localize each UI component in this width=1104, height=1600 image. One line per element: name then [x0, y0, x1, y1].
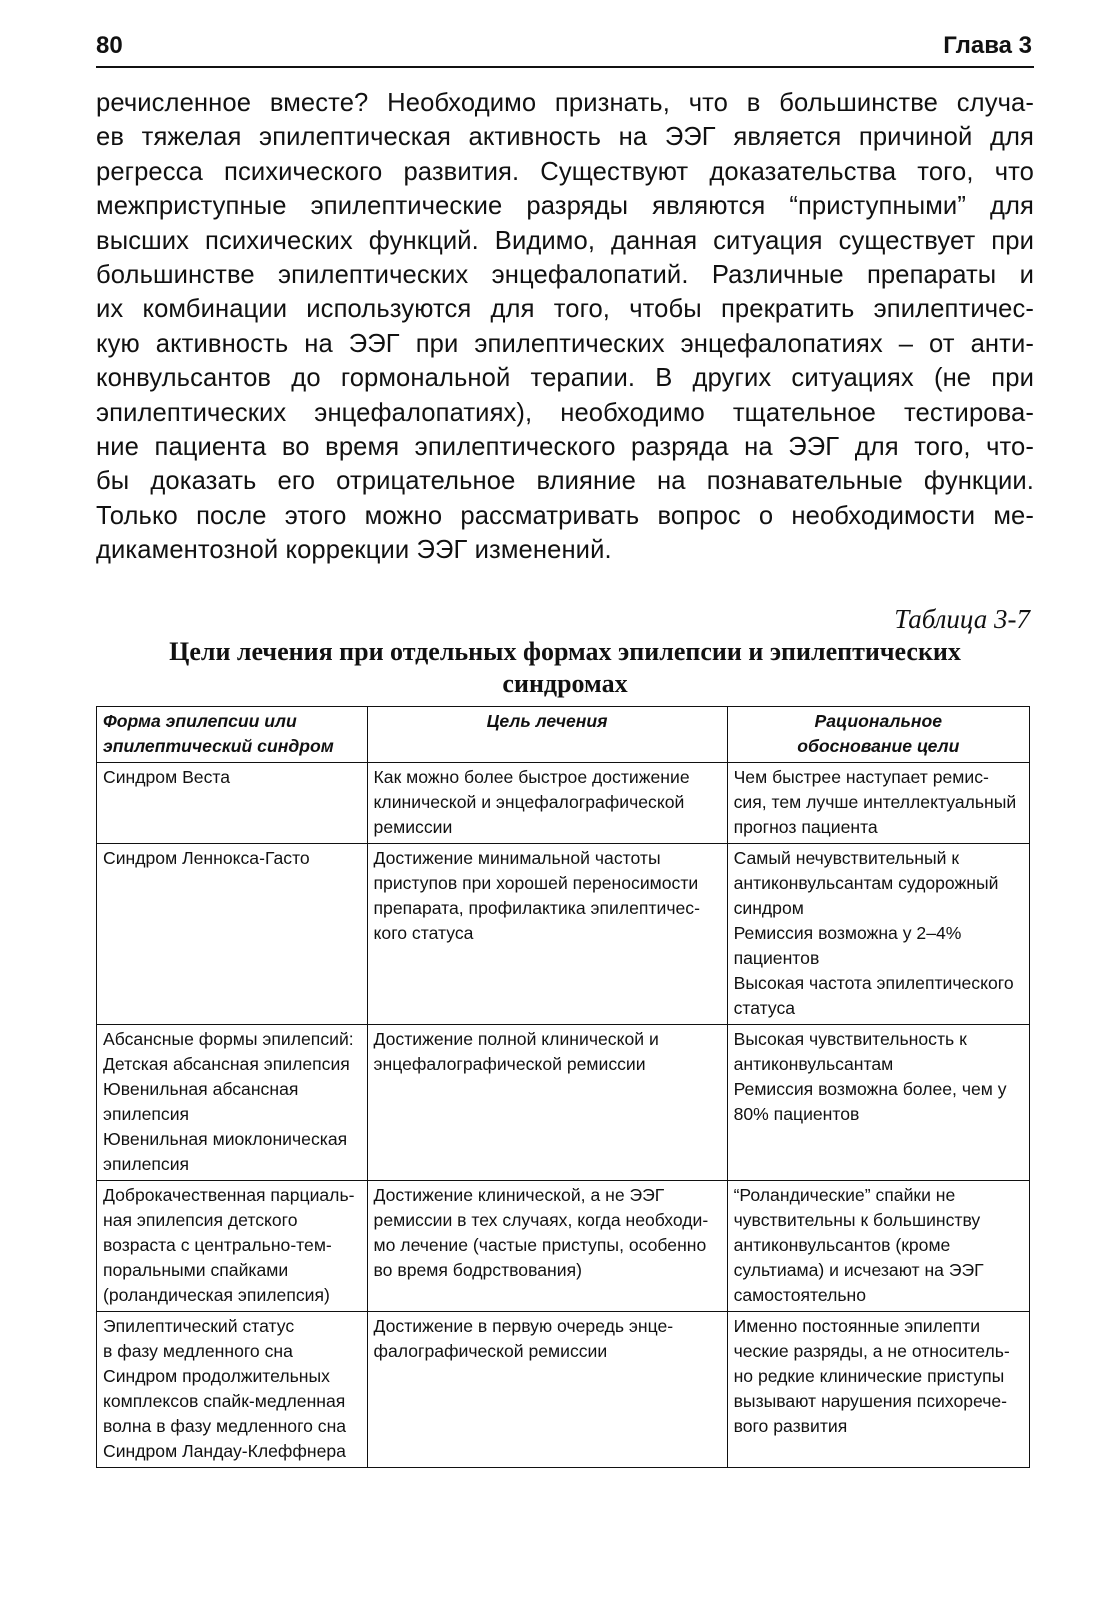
cell-line: Достижение полной клинической и: [373, 1029, 659, 1049]
cell-goal: [367, 1181, 727, 1312]
text-line: конвульсантов до гормональной терапии. В других ситуациях (не при: [96, 364, 1034, 393]
cell-line: Ремиссия возможна у 2–4%: [733, 923, 962, 943]
cell-line: “Роландические” спайки не: [733, 1185, 956, 1205]
cell-line: кого статуса: [373, 923, 474, 943]
table-number: Таблица 3-7: [894, 604, 1030, 634]
header-rationale: [727, 707, 1029, 763]
cell-line: Доброкачественная парциаль-: [103, 1185, 355, 1205]
cell-line: Ремиссия возможна более, чем у: [733, 1079, 1007, 1099]
cell-form: [97, 763, 368, 844]
cell-line: Синдром Веста: [103, 767, 231, 787]
page-number: 80: [96, 32, 123, 59]
text-line: их комбинации используются для того, чтобы прекратить эпилептичес-: [96, 295, 1034, 324]
chapter-title: Глава 3: [943, 32, 1032, 59]
cell-line: Синдром продолжительных: [103, 1366, 330, 1386]
cell-line: ремиссии в тех случаях, когда необходи-: [373, 1210, 709, 1230]
cell-rationale: [727, 1312, 1029, 1468]
cell-line: комплексов спайк-медленная: [103, 1391, 346, 1411]
cell-line: Ювенильная миоклоническая: [103, 1129, 348, 1149]
cell-line: Именно постоянные эпилепти: [733, 1316, 981, 1336]
cell-line: клинической и энцефалографической: [373, 792, 685, 812]
table-row: [97, 1181, 1030, 1312]
treatment-goals-table: [96, 706, 1030, 1468]
header-line: эпилептический синдром: [103, 736, 334, 756]
cell-line: Чем быстрее наступает ремис-: [733, 767, 989, 787]
text-line: межприступные эпилептические разряды являются “приступными” для: [96, 192, 1034, 221]
header-line: Цель лечения: [486, 711, 608, 731]
cell-line: Как можно более быстрое достижение: [373, 767, 690, 787]
cell-line: самостоятельно: [733, 1285, 867, 1305]
cell-line: сультиама) и исчезают на ЭЭГ: [733, 1260, 984, 1280]
cell-line: но редкие клинические приступы: [733, 1366, 1005, 1386]
cell-line: ная эпилепсия детского: [103, 1210, 298, 1230]
cell-rationale: [727, 763, 1029, 844]
header-goal: [367, 707, 727, 763]
header-line: Рациональное: [814, 711, 943, 731]
cell-line: во время бодрствования): [373, 1260, 582, 1280]
cell-rationale: [727, 1181, 1029, 1312]
cell-line: ремиссии: [373, 817, 453, 837]
text-line: регресса психического развития. Существуют доказательства того, что: [96, 157, 1034, 186]
header-form: [97, 707, 368, 763]
text-line: кую активность на ЭЭГ при эпилептических энцефалопатиях – от анти-: [96, 329, 1034, 358]
cell-line: Ювенильная абсансная: [103, 1079, 299, 1099]
cell-line: Достижение минимальной частоты: [373, 848, 661, 868]
cell-line: приступов при хорошей переносимости: [373, 873, 699, 893]
cell-line: Синдром Ландау-Клеффнера: [103, 1441, 346, 1461]
cell-line: Высокая чувствительность к: [733, 1029, 967, 1049]
cell-goal: [367, 1025, 727, 1181]
cell-rationale: [727, 1025, 1029, 1181]
text-line: дикаментозной коррекции ЭЭГ изменений.: [96, 536, 612, 565]
header-line: обоснование цели: [797, 736, 960, 756]
text-line: высших психических функций. Видимо, данная ситуация существует при: [96, 226, 1034, 255]
table-header-row: [97, 707, 1030, 763]
cell-line: в фазу медленного сна: [103, 1341, 293, 1361]
text-line: эпилептических энцефалопатиях), необходимо тщательное тестирова-: [96, 398, 1034, 427]
text-line: речисленное вместе? Необходимо признать, что в большинстве случа-: [96, 89, 1034, 117]
cell-line: Высокая частота эпилептического: [733, 973, 1014, 993]
text-line: ние пациента во время эпилептического разряда на ЭЭГ для того, что-: [96, 432, 1034, 461]
table-title-line: Цели лечения при отдельных формах эпилепсии и эпилептических: [169, 637, 961, 666]
cell-line: Достижение в первую очередь энце-: [373, 1316, 674, 1336]
cell-line: энцефалографической ремиссии: [373, 1054, 646, 1074]
table-row: [97, 1312, 1030, 1468]
cell-line: Самый нечувствительный к: [733, 848, 960, 868]
cell-line: антиконвульсантов (кроме: [733, 1235, 951, 1255]
cell-goal: [367, 1312, 727, 1468]
cell-line: (роландическая эпилепсия): [103, 1285, 330, 1305]
cell-line: возраста с центрально-тем-: [103, 1235, 332, 1255]
cell-form: [97, 1181, 368, 1312]
body-paragraph: [96, 86, 1034, 567]
cell-line: фалографической ремиссии: [373, 1341, 608, 1361]
cell-line: пациентов: [733, 948, 820, 968]
cell-line: эпилепсия: [103, 1104, 190, 1124]
cell-line: 80% пациентов: [733, 1104, 860, 1124]
cell-goal: [367, 844, 727, 1025]
text-line: ев тяжелая эпилептическая активность на ЭЭГ является причиной для: [96, 123, 1034, 152]
table-row: [97, 844, 1030, 1025]
table-row: [97, 763, 1030, 844]
cell-line: чувствительны к большинству: [733, 1210, 981, 1230]
cell-line: Синдром Леннокса-Гасто: [103, 848, 310, 868]
cell-form: [97, 1312, 368, 1468]
cell-line: антиконвульсантам: [733, 1054, 894, 1074]
table-title-line: синдромах: [502, 669, 628, 698]
cell-rationale: [727, 844, 1029, 1025]
cell-line: Достижение клинической, а не ЭЭГ: [373, 1185, 665, 1205]
cell-line: синдром: [733, 898, 804, 918]
cell-line: поральными спайками: [103, 1260, 289, 1280]
cell-line: сия, тем лучше интеллектуальный: [733, 792, 1017, 812]
cell-line: антиконвульсантам судорожный: [733, 873, 999, 893]
cell-line: ческие разряды, а не относитель-: [733, 1341, 1010, 1361]
text-line: Только после этого можно рассматривать вопрос о необходимости ме-: [96, 501, 1034, 530]
cell-line: препарата, профилактика эпилептичес-: [373, 898, 700, 918]
cell-line: эпилепсия: [103, 1154, 190, 1174]
cell-line: вызывают нарушения психоречe-: [733, 1391, 1008, 1411]
cell-line: Детская абсансная эпилепсия: [103, 1054, 350, 1074]
cell-form: [97, 844, 368, 1025]
cell-line: Эпилептический статус: [103, 1316, 295, 1336]
cell-form: [97, 1025, 368, 1181]
cell-goal: [367, 763, 727, 844]
cell-line: прогноз пациента: [733, 817, 878, 837]
cell-line: Абсансные формы эпилепсий:: [103, 1029, 354, 1049]
cell-line: мо лечение (частые приступы, особенно: [373, 1235, 707, 1255]
running-header: [96, 30, 1034, 68]
cell-line: статуса: [733, 998, 796, 1018]
cell-line: волна в фазу медленного сна: [103, 1416, 347, 1436]
table-title: [96, 636, 1034, 700]
text-line: большинстве эпилептических энцефалопатий. Различные препараты и: [96, 260, 1034, 289]
header-line: Форма эпилепсии или: [103, 711, 297, 731]
table-row: [97, 1025, 1030, 1181]
text-line: бы доказать его отрицательное влияние на познавательные функции.: [96, 467, 1034, 496]
cell-line: вого развития: [733, 1416, 848, 1436]
